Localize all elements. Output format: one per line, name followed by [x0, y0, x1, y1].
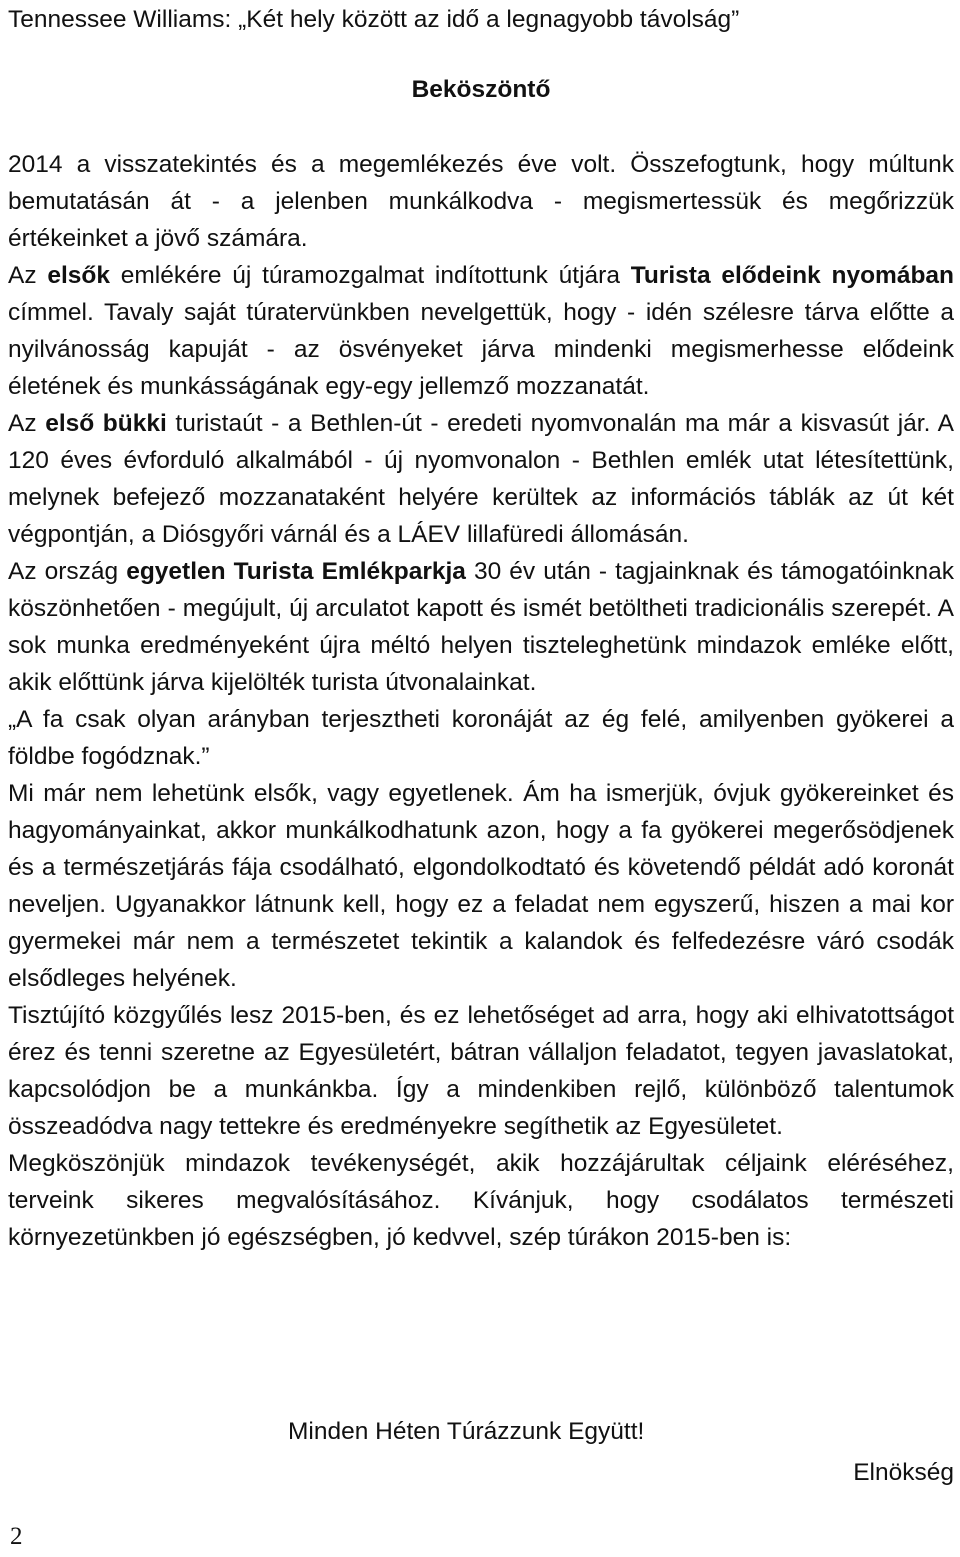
page-header-quote: Tennessee Williams: „Két hely között az idő a legnagyobb távolság”	[8, 6, 740, 33]
paragraph-8: Megköszönjük mindazok tevékenységét, akik hozzájárultak céljaink eléréséhez, terveink sikeres megvalósításához. Kívánjuk, hogy csodálatos természeti környezetünkben jó egészségben, jó kedvvel, szép túrákon 2015-ben is:	[8, 1150, 954, 1251]
paragraph-2-emphasis: elsők	[47, 262, 110, 289]
paragraph-3	[8, 405, 954, 553]
paragraph-7: Tisztújító közgyűlés lesz 2015-ben, és ez lehetőséget ad arra, hogy aki elhivatottságot érez és tenni szeretne az Egyesületért, bátran vállaljon feladatot, tegyen javaslatokat, kapcsolódjon be a munkánkba. Így a mindenkiben rejlő, különböző talentumok összeadódva nagy tettekre és eredményekre segíthetik az Egyesületet.	[8, 1002, 954, 1140]
section-title: Beköszöntő	[411, 76, 551, 103]
paragraph-6: Mi már nem lehetünk elsők, vagy egyetlenek. Ám ha ismerjük, óvjuk gyökereinket és hagyományainkat, akkor munkálkodhatunk azon, hogy a fa gyökerei megerősödjenek és a természetjárás fája csodálható, elgondolkodtató és követendő példát adó koronát neveljen. Ugyanakkor látnunk kell, hogy ez a feladat nem egyszerű, hiszen a mai kor gyermekei már nem a természetet tekintik a kalandok és felfedezésre váró csodák elsődleges helyének.	[8, 780, 954, 992]
paragraph-4-emphasis: egyetlen Turista Emlékparkja	[126, 558, 466, 585]
paragraph-2-text: címmel. Tavaly saját túratervünkben nevelgettük, hogy - idén szélesre tárva előtte a nyilvánosság kapuját - az ösvényeket járva mindenki megismerhesse elődeink életének és munkásságának egy-egy jellemző mozzanatát.	[8, 299, 954, 400]
paragraph-3-emphasis: első bükki	[45, 410, 167, 437]
page-number: 2	[10, 1523, 23, 1550]
document-page	[8, 0, 954, 1557]
paragraph-4-text: Az ország	[8, 558, 127, 585]
article-body	[8, 146, 954, 1256]
paragraph-2	[8, 257, 954, 405]
paragraph-4-text: 30 év után - tagjainknak és támogatóinknak köszönhetően - megújult, új arculatot kapott és ismét betöltheti tradicionális szerepét. A sok munka eredményeként újra méltó helyen tiszteleghetünk mindazok emléke előtt, akik előttünk járva kijelölték turista útvonalainkat.	[8, 558, 954, 696]
signature: Elnökség	[853, 1459, 954, 1486]
paragraph-4	[8, 553, 954, 701]
closing-slogan: Minden Héten Túrázzunk Együtt!	[288, 1418, 645, 1445]
paragraph-3-text: Az	[8, 410, 46, 437]
paragraph-2-text: Az	[8, 262, 48, 289]
quote-paragraph: „A fa csak olyan arányban terjesztheti koronáját az ég felé, amilyenben gyökerei a földbe fogódznak.”	[8, 706, 954, 770]
paragraph-3-text: turistaút - a Bethlen-út - eredeti nyomvonalán ma már a kisvasút jár. A 120 éves évforduló alkalmából - új nyomvonalon - Bethlen emlék utat létesítettünk, melynek befejező mozzanataként helyére kerültek az információs táblák az út két végpontján, a Diósgyőri várnál és a LÁEV lillafüredi állomásán.	[8, 410, 954, 548]
paragraph-1: 2014 a visszatekintés és a megemlékezés éve volt. Összefogtunk, hogy múltunk bemutatásán át - a jelenben munkálkodva - megismertessük és megőrizzük értékeinket a jövő számára.	[8, 151, 954, 252]
paragraph-2-text: emlékére új túramozgalmat indítottunk útjára	[110, 262, 631, 289]
paragraph-2-emphasis: Turista elődeink nyomában	[630, 262, 954, 289]
